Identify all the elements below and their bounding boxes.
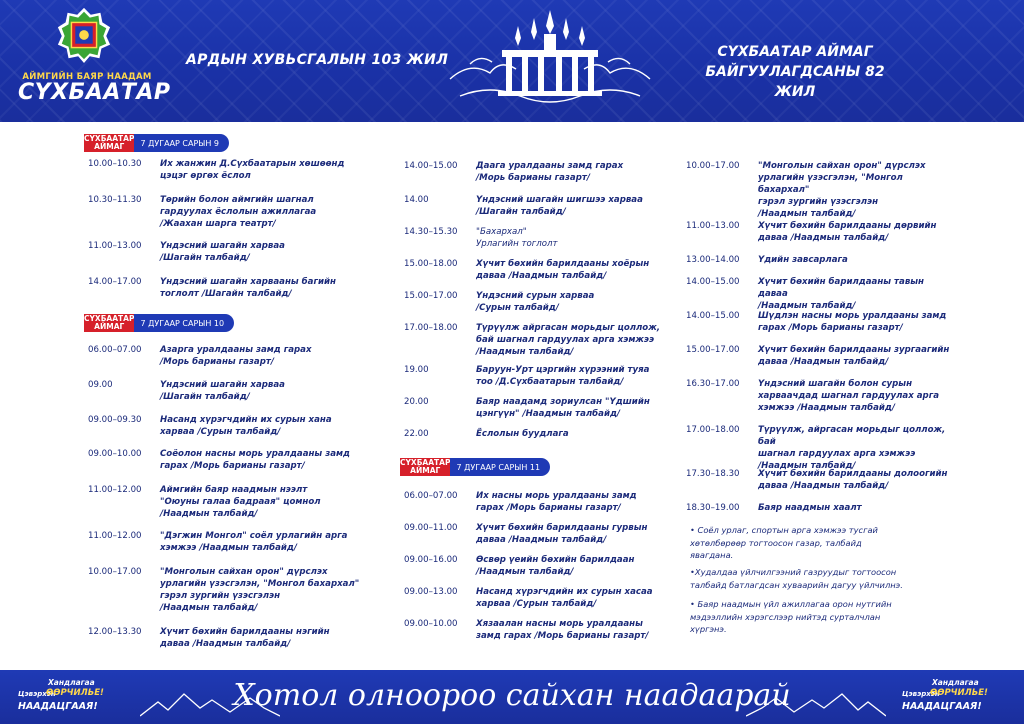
list-item: [404, 290, 674, 314]
badge-line-c: Цэвэрхэн: [902, 690, 940, 698]
event-line: урлагийн үзэсгэлэн, "Монгол бахархал": [758, 173, 903, 195]
event-line: гэрэл зургийн үзэсгэлэн: [160, 591, 281, 601]
event-line: гардуулах ёслолын ажиллагаа: [160, 207, 317, 217]
event-line: /Шагайн талбайд/: [160, 392, 250, 402]
event-line: Баяр наадамд зориулсан "Үдшийн: [476, 397, 650, 407]
event-description: [476, 586, 674, 610]
note-line: • Соёл урлаг, спортын арга хэмжээ тусгай: [690, 525, 878, 535]
event-line: Үндэсний шагайн харваа: [160, 241, 285, 251]
list-item: [404, 586, 674, 610]
badge-line-b: ӨӨРЧИЛЬЕ!: [930, 688, 988, 698]
badge-line-a: Хандлагаа: [48, 678, 95, 687]
list-item: [88, 158, 388, 182]
event-line: "Дэгжин Монгол" соёл урлагийн арга: [160, 531, 348, 541]
event-time: 17.00–18.00: [404, 323, 458, 333]
event-time: 09.00–10.00: [404, 619, 458, 629]
list-item: [404, 618, 674, 642]
event-description: [476, 290, 674, 314]
list-item: [686, 378, 956, 414]
note-line: хүргэнэ.: [690, 624, 727, 634]
list-item: [88, 379, 388, 403]
event-line: тоглолт /Шагайн талбайд/: [160, 289, 292, 299]
event-time: 09.00–09.30: [88, 415, 142, 425]
event-time: 06.00–07.00: [404, 491, 458, 501]
event-time: 22.00: [404, 429, 429, 439]
event-time: 15.00–17.00: [404, 291, 458, 301]
event-line: даваа /Наадмын талбайд/: [758, 481, 889, 491]
info-note: [690, 524, 954, 562]
list-item: [686, 220, 956, 244]
list-item: [686, 160, 956, 220]
list-item: [404, 194, 674, 218]
event-line: Түрүүлж айргасан морьдыг цоллож,: [476, 323, 661, 333]
event-time: 14.00–17.00: [88, 277, 142, 287]
event-line: гарах /Морь барианы газарт/: [758, 323, 903, 333]
event-description: [160, 344, 388, 368]
event-line: Аймгийн баяр наадмын нээлт: [160, 485, 308, 495]
day-org-line2: АЙМАГ: [94, 142, 125, 151]
event-description: [160, 530, 388, 554]
event-time: 10.00–17.00: [88, 567, 142, 577]
list-item: [88, 566, 388, 614]
day-badge: [84, 313, 225, 333]
event-line: "Оюуны галаа бадраая" цомнол: [160, 497, 321, 507]
day-date-label: 7 ДУГААР САРЫН 10: [134, 314, 234, 332]
list-item: [404, 554, 674, 578]
event-description: [476, 194, 674, 218]
header-left-heading: АРДЫН ХУВЬСГАЛЫН 103 ЖИЛ: [186, 52, 449, 68]
event-line: "Бахархал": [476, 227, 527, 237]
event-line: Төрийн болон аймгийн шагнал: [160, 195, 314, 205]
event-description: [476, 522, 674, 546]
list-item: [686, 276, 956, 312]
event-line: /Морь барианы газарт/: [476, 173, 590, 183]
note-line: хөтөлбөрөөр тогтоосон газар, талбайд: [690, 537, 862, 548]
event-description: [758, 276, 956, 312]
event-line: Үдийн завсарлага: [758, 255, 848, 265]
event-line: тоо /Д.Сүхбаатарын талбайд/: [476, 377, 624, 387]
event-time: 14.00–15.00: [686, 311, 740, 321]
event-line: Хүчит бөхийн барилдааны долоогийн: [758, 469, 948, 479]
event-line: /Морь барианы газарт/: [160, 357, 274, 367]
event-description: [160, 276, 388, 300]
event-line: харваа /Сурын талбайд/: [476, 599, 597, 609]
event-line: даваа /Наадмын талбайд/: [476, 271, 607, 281]
event-line: Өсвөр үеийн бөхийн барилдаан: [476, 555, 635, 565]
badge-line-d: НААДАЦГААЯ!: [902, 701, 982, 712]
day-header-11: [400, 456, 541, 478]
event-time: 09.00–10.00: [88, 449, 142, 459]
event-time: 19.00: [404, 365, 429, 375]
event-time: 09.00–13.00: [404, 587, 458, 597]
list-item: [404, 428, 674, 440]
event-line: Үндэсний шагайн шигшээ харваа: [476, 195, 643, 205]
event-description: [160, 484, 388, 520]
event-line: Үндэсний шагайн харваа: [160, 380, 285, 390]
list-item: [404, 160, 674, 184]
event-line: "Монголын сайхан орон" дүрслэх: [758, 161, 926, 171]
footer-banner: [0, 670, 1024, 724]
event-line: Соёолон насны морь уралдааны замд: [160, 449, 350, 459]
event-time: 14.00: [404, 195, 429, 205]
header-right-line2: БАЙГУУЛАГДСАНЫ 82 ЖИЛ: [705, 64, 885, 100]
event-time: 11.00–13.00: [88, 241, 142, 251]
list-item: [404, 258, 674, 282]
list-item: [88, 448, 388, 472]
event-description: [476, 258, 674, 282]
footer-badge-right: [902, 678, 986, 718]
event-description: [160, 158, 388, 182]
event-description: [758, 220, 956, 244]
note-line: • Баяр наадмын үйл ажиллагаа орон нутгийн: [690, 599, 892, 609]
badge-line-b: ӨӨРЧИЛЬЕ!: [46, 688, 104, 698]
event-description: [758, 160, 956, 220]
info-note: [690, 598, 954, 636]
event-line: Хүчит бөхийн барилдааны дөрвийн: [758, 221, 937, 231]
schedule-content: [0, 122, 1024, 670]
event-line: цэнгүүн" /Наадмын талбайд/: [476, 409, 621, 419]
list-item: [404, 322, 674, 358]
list-item: [686, 468, 956, 492]
list-item: [404, 364, 674, 388]
event-description: [160, 414, 388, 438]
event-description: [758, 344, 956, 368]
day-date-label: 7 ДУГААР САРЫН 9: [134, 134, 229, 152]
list-item: [88, 276, 388, 300]
day-header-10: [84, 312, 225, 334]
event-description: [758, 502, 956, 514]
header-right-heading: [690, 42, 900, 102]
list-item: [686, 424, 956, 472]
day-badge: [84, 133, 220, 153]
event-time: 14.00–15.00: [686, 277, 740, 287]
event-line: /Сурын талбайд/: [476, 303, 559, 313]
event-line: /Наадмын талбайд/: [476, 567, 574, 577]
event-time: 16.30–17.00: [686, 379, 740, 389]
list-item: [88, 194, 388, 230]
info-note: [690, 566, 954, 591]
event-line: хэмжээ /Наадмын талбайд/: [160, 543, 297, 553]
aimag-emblem-icon: [55, 6, 113, 64]
event-time: 09.00–16.00: [404, 555, 458, 565]
day-date-label: 7 ДУГААР САРЫН 11: [450, 458, 550, 476]
day-header-9: [84, 132, 220, 154]
list-item: [404, 396, 674, 420]
event-line: Баяр наадмын хаалт: [758, 503, 862, 513]
event-line: Хүчит бөхийн барилдааны хоёрын: [476, 259, 650, 269]
badge-line-c: Цэвэрхэн: [18, 690, 56, 698]
brand-title: СҮХБААТАР: [18, 80, 171, 105]
event-line: Насанд хүрэгчдийн их сурын хана: [160, 415, 332, 425]
list-item: [88, 626, 388, 650]
event-line: замд гарах /Морь барианы газарт/: [476, 631, 649, 641]
event-description: [476, 160, 674, 184]
event-line: /Наадмын талбайд/: [758, 461, 856, 471]
event-description: [476, 364, 674, 388]
list-item: [88, 240, 388, 264]
badge-line-a: Хандлагаа: [932, 678, 979, 687]
event-line: /Шагайн талбайд/: [160, 253, 250, 263]
day-org-line1: СҮХБААТАР: [84, 314, 135, 323]
event-line: даваа /Наадмын талбайд/: [758, 233, 889, 243]
event-time: 11.00–12.00: [88, 531, 142, 541]
event-time: 10.00–10.30: [88, 159, 142, 169]
event-line: Шүдлэн насны морь уралдааны замд: [758, 311, 947, 321]
mountains-icon: [746, 688, 886, 718]
event-line: Үндэсний сурын харваа: [476, 291, 595, 301]
event-description: [160, 379, 388, 403]
event-description: [476, 490, 674, 514]
event-time: 14.00–15.00: [404, 161, 458, 171]
event-time: 15.00–18.00: [404, 259, 458, 269]
event-time: 09.00: [88, 380, 113, 390]
list-item: [88, 414, 388, 438]
footer-slogan: Хотол олноороо сайхан наадаарай: [233, 678, 791, 713]
event-line: урлагийн үзэсгэлэн, "Монгол бахархал": [160, 579, 360, 589]
event-line: Хязаалан насны морь уралдааны: [476, 619, 643, 629]
event-time: 18.30–19.00: [686, 503, 740, 513]
event-line: харваачдад шагнал гардуулах арга: [758, 391, 939, 401]
event-description: [758, 424, 956, 472]
event-description: [758, 468, 956, 492]
event-description: [758, 378, 956, 414]
event-description: [476, 396, 674, 420]
event-time: 12.00–13.30: [88, 627, 142, 637]
event-line: харваа /Сурын талбайд/: [160, 427, 281, 437]
event-description: [476, 618, 674, 642]
event-line: Урлагийн тоглолт: [476, 239, 558, 249]
list-item: [686, 310, 956, 334]
event-line: гарах /Морь барианы газарт/: [160, 461, 305, 471]
list-item: [88, 484, 388, 520]
note-line: талбайд батлагдсан хуваарийн дагуу үйлчилнэ.: [690, 579, 903, 590]
note-line: •Худалдаа үйлчилгээний газруудыг тогтоосон: [690, 567, 897, 577]
event-description: [160, 626, 388, 650]
list-item: [404, 522, 674, 546]
event-time: 11.00–13.00: [686, 221, 740, 231]
event-line: Даага уралдааны замд гарах: [476, 161, 624, 171]
event-line: /Наадмын талбайд/: [758, 209, 856, 219]
event-line: Баруун-Урт цэргийн хүрээний туяа: [476, 365, 650, 375]
event-description: [758, 310, 956, 334]
day-org-label: [84, 314, 134, 332]
monument-illustration-icon: [440, 4, 660, 114]
event-line: цэцэг өргөх ёслол: [160, 171, 251, 181]
event-description: [160, 448, 388, 472]
event-time: 15.00–17.00: [686, 345, 740, 355]
event-line: Их жанжин Д.Сүхбаатарын хөшөөнд: [160, 159, 345, 169]
event-line: Түрүүлж, айргасан морьдыг цоллож, бай: [758, 425, 946, 447]
event-line: гарах /Морь барианы газарт/: [476, 503, 621, 513]
event-description: [476, 226, 674, 250]
event-line: шагнал гардуулах арга хэмжээ: [758, 449, 916, 459]
event-description: [476, 554, 674, 578]
event-line: даваа /Наадмын талбайд/: [160, 639, 291, 649]
event-line: /Наадмын талбайд/: [160, 509, 258, 519]
list-item: [404, 226, 674, 250]
event-time: 17.30–18.30: [686, 469, 740, 479]
day-org-line1: СҮХБААТАР: [400, 458, 451, 467]
event-line: гэрэл зургийн үзэсгэлэн: [758, 197, 879, 207]
event-line: Ёслолын буудлага: [476, 429, 569, 439]
day-org-label: [84, 134, 134, 152]
event-description: [160, 566, 388, 614]
day-org-label: [400, 458, 450, 476]
list-item: [88, 344, 388, 368]
event-description: [476, 428, 674, 440]
event-line: Хүчит бөхийн барилдааны зургаагийн: [758, 345, 950, 355]
event-time: 14.30–15.30: [404, 227, 458, 237]
event-line: Үндэсний шагайн болон сурын: [758, 379, 913, 389]
event-line: Насанд хүрэгчдийн их сурын хасаа: [476, 587, 653, 597]
event-description: [160, 240, 388, 264]
event-line: /Наадмын талбайд/: [476, 347, 574, 357]
note-line: мэдээллийн хэрэгслээр нийтэд сурталчлан: [690, 611, 881, 622]
list-item: [686, 502, 956, 514]
event-description: [160, 194, 388, 230]
event-description: [476, 322, 674, 358]
event-line: хэмжээ /Наадмын талбайд/: [758, 403, 895, 413]
event-line: /Наадмын талбайд/: [160, 603, 258, 613]
header-banner: [0, 0, 1024, 122]
event-time: 10.30–11.30: [88, 195, 142, 205]
event-line: бай шагнал гардуулах арга хэмжээ: [476, 335, 655, 345]
header-right-line1: СҮХБААТАР АЙМАГ: [717, 44, 873, 60]
list-item: [686, 344, 956, 368]
brand-subtitle: АЙМГИЙН БАЯР НААДАМ: [22, 72, 152, 82]
event-line: "Монголын сайхан орон" дүрслэх: [160, 567, 328, 577]
event-line: Үндэсний шагайн харвааны багийн: [160, 277, 336, 287]
list-item: [686, 254, 956, 266]
event-line: /Жаахан шарга театрт/: [160, 219, 276, 229]
event-line: Хүчит бөхийн барилдааны гурвын: [476, 523, 648, 533]
event-line: Азарга уралдааны замд гарах: [160, 345, 312, 355]
event-line: даваа /Наадмын талбайд/: [758, 357, 889, 367]
day-badge: [400, 457, 541, 477]
event-line: Хүчит бөхийн барилдааны нэгийн: [160, 627, 330, 637]
event-line: /Шагайн талбайд/: [476, 207, 566, 217]
list-item: [404, 490, 674, 514]
event-time: 20.00: [404, 397, 429, 407]
badge-line-d: НААДАЦГААЯ!: [18, 701, 98, 712]
event-time: 17.00–18.00: [686, 425, 740, 435]
event-line: даваа /Наадмын талбайд/: [476, 535, 607, 545]
note-line: явагдана.: [690, 550, 734, 560]
list-item: [88, 530, 388, 554]
event-line: Хүчит бөхийн барилдааны тавын даваа: [758, 277, 924, 299]
event-description: [758, 254, 956, 266]
day-org-line1: СҮХБААТАР: [84, 134, 135, 143]
day-org-line2: АЙМАГ: [94, 322, 125, 331]
event-time: 09.00–11.00: [404, 523, 458, 533]
day-org-line2: АЙМАГ: [410, 466, 441, 475]
event-time: 06.00–07.00: [88, 345, 142, 355]
event-line: Их насны морь уралдааны замд: [476, 491, 637, 501]
event-time: 13.00–14.00: [686, 255, 740, 265]
event-time: 10.00–17.00: [686, 161, 740, 171]
event-line: /Наадмын талбайд/: [758, 301, 856, 311]
event-time: 11.00–12.00: [88, 485, 142, 495]
